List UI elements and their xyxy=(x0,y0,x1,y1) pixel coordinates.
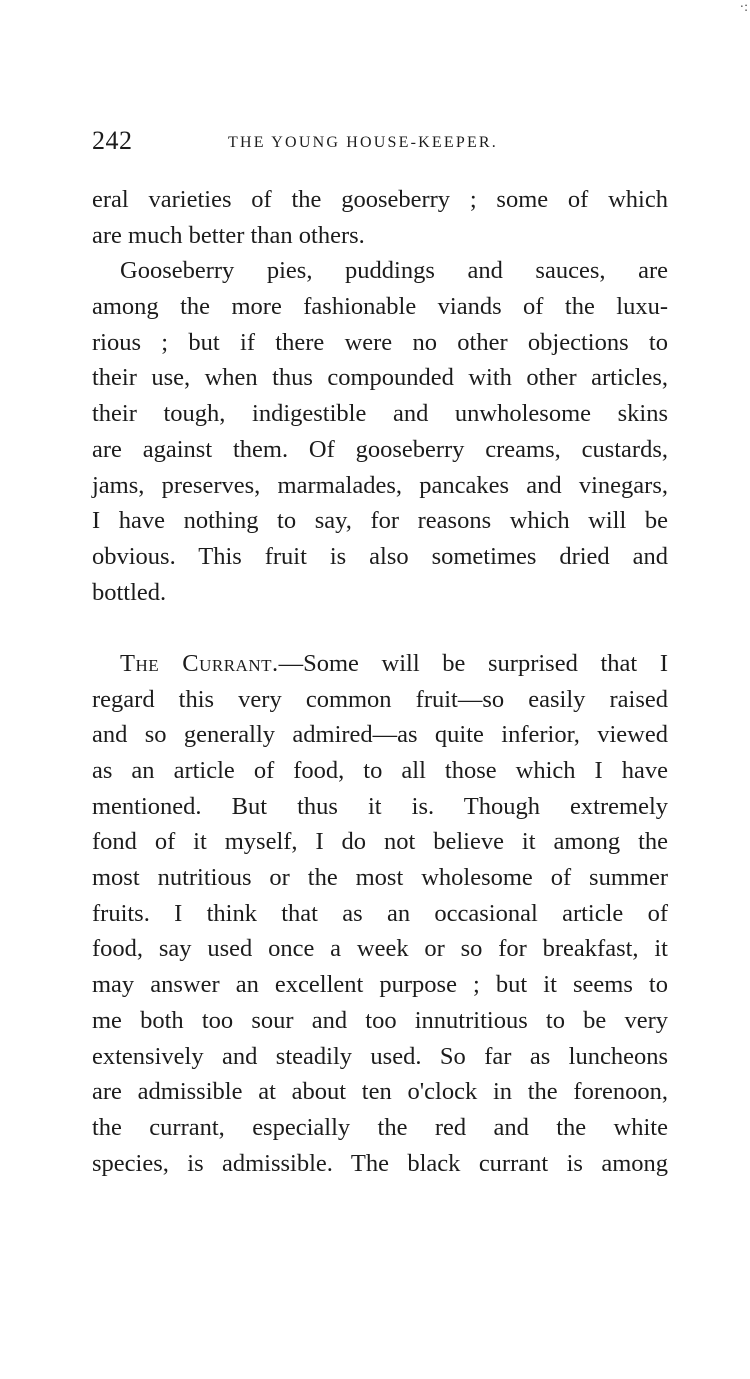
text-line: me both too sour and too innutritious to be very xyxy=(92,1006,668,1034)
text-line: extensively and steadily used. So far as luncheons xyxy=(92,1042,668,1070)
text-line: Gooseberry pies, puddings and sauces, are xyxy=(120,257,668,285)
text-line: mentioned. But thus it is. Though extremely xyxy=(92,792,668,820)
text-line: regard this very common fruit—so easily raised xyxy=(92,685,668,713)
text-line: rious ; but if there were no other objections to xyxy=(92,328,668,356)
text-line: among the more fashionable viands of the luxu- xyxy=(92,293,668,321)
text-line-rest: —Some will be surprised that I xyxy=(278,649,668,677)
text-line: most nutritious or the most wholesome of summer xyxy=(92,864,668,892)
text-line xyxy=(92,646,668,682)
page-header xyxy=(92,126,672,166)
text-line: and so generally admired—as quite inferior, viewed xyxy=(92,721,668,749)
text-line: species, is admissible. The black currant is among xyxy=(92,1149,668,1177)
text-line: fruits. I think that as an occasional article of xyxy=(92,899,668,927)
text-line: their use, when thus compounded with other articles, xyxy=(92,364,668,392)
body-text xyxy=(92,182,668,1181)
text-line: may answer an excellent purpose ; but it seems to xyxy=(92,971,668,999)
paragraph-currant xyxy=(92,646,668,1181)
corner-mark: ·: xyxy=(739,0,748,15)
text-line: obvious. This fruit is also sometimes dried and xyxy=(92,542,668,570)
text-line: are against them. Of gooseberry creams, custards, xyxy=(92,435,668,463)
running-head: THE YOUNG HOUSE-KEEPER. xyxy=(228,134,498,151)
text-line: are much better than others. xyxy=(92,221,365,249)
text-line: as an article of food, to all those which I have xyxy=(92,757,668,784)
paragraph-gooseberry-pies xyxy=(92,253,668,610)
text-line: fond of it myself, I do not believe it among the xyxy=(92,828,668,856)
text-line: bottled. xyxy=(92,578,167,606)
text-line: the currant, especially the red and the white xyxy=(92,1113,668,1141)
text-line: jams, preserves, marmalades, pancakes and vinegars, xyxy=(92,471,668,499)
page-number: 242 xyxy=(92,126,133,155)
section-heading: The Currant. xyxy=(120,649,279,677)
text-line: food, say used once a week or so for breakfast, it xyxy=(92,935,668,963)
paragraph-gooseberry-varieties xyxy=(92,182,668,253)
text-line: eral varieties of the gooseberry ; some of which xyxy=(92,186,668,213)
text-line: I have nothing to say, for reasons which will be xyxy=(92,507,668,535)
text-line: their tough, indigestible and unwholesome skins xyxy=(92,400,668,428)
paragraph-gap xyxy=(92,610,668,646)
text-line: are admissible at about ten o'clock in the forenoon, xyxy=(92,1078,668,1106)
